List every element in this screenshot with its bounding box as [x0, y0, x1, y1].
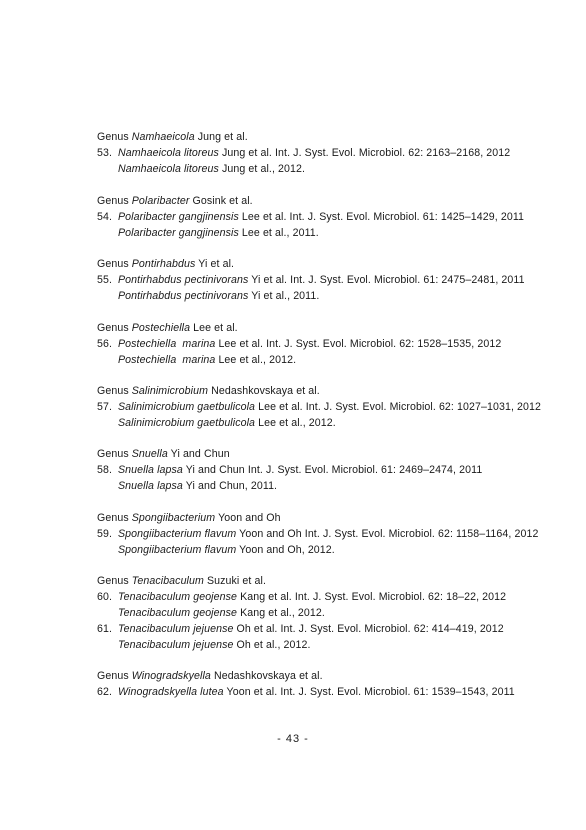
- species-citation: Jung et al. Int. J. Syst. Evol. Microbiol. 62: 2163–2168, 2012: [221, 147, 511, 159]
- species-citation: Yoon et al. Int. J. Syst. Evol. Microbiol. 61: 1539–1543, 2011: [226, 686, 515, 698]
- genus-header: [97, 193, 557, 209]
- genus-label: Genus: [97, 512, 129, 524]
- species-author-line: [97, 542, 557, 558]
- species-author-name: Salinimicrobium gaetbulicola: [118, 417, 256, 429]
- genus-header: [97, 383, 557, 399]
- genus-name: Pontirhabdus: [131, 258, 196, 270]
- species-author-line: [97, 478, 557, 494]
- species-citation: Yoon and Oh Int. J. Syst. Evol. Microbiol. 62: 1158–1164, 2012: [239, 528, 539, 540]
- species-author-ref: Lee et al., 2012.: [258, 417, 336, 429]
- genus-block: [97, 320, 557, 368]
- species-name: Tenacibaculum geojense: [118, 591, 238, 603]
- genus-block: [97, 256, 557, 304]
- species-number: 61.: [97, 623, 113, 635]
- species-entry: [97, 145, 557, 161]
- genus-name: Polaribacter: [131, 195, 190, 207]
- genus-name: Winogradskyella: [131, 670, 211, 682]
- species-name: Postechiella marina: [118, 338, 216, 350]
- genus-label: Genus: [97, 385, 129, 397]
- species-author-name: Namhaeicola litoreus: [118, 163, 219, 175]
- species-entry: [97, 589, 557, 605]
- genus-header: [97, 510, 557, 526]
- genus-label: Genus: [97, 575, 129, 587]
- species-number: 55.: [97, 274, 113, 286]
- species-citation: Lee et al. Int. J. Syst. Evol. Microbiol. 62: 1027–1031, 2012: [258, 401, 541, 413]
- genus-label: Genus: [97, 195, 129, 207]
- species-entry: [97, 336, 557, 352]
- species-name: Spongiibacterium flavum: [118, 528, 237, 540]
- species-author-ref: Yoon and Oh, 2012.: [239, 544, 335, 556]
- genus-block: [97, 129, 557, 177]
- genus-name: Salinimicrobium: [131, 385, 209, 397]
- species-author-name: Spongiibacterium flavum: [118, 544, 237, 556]
- species-citation: Yi et al. Int. J. Syst. Evol. Microbiol. 61: 2475–2481, 2011: [251, 274, 525, 286]
- species-entry: [97, 462, 557, 478]
- page-number: - 43 -: [277, 733, 309, 745]
- genus-header: [97, 668, 557, 684]
- genus-label: Genus: [97, 670, 129, 682]
- species-author-line: [97, 161, 557, 177]
- genus-name: Tenacibaculum: [131, 575, 204, 587]
- species-author-ref: Lee et al., 2012.: [218, 354, 297, 366]
- genus-name: Snuella: [131, 448, 168, 460]
- genus-block: [97, 446, 557, 494]
- genus-header: [97, 256, 557, 272]
- genus-author: Yoon and Oh: [218, 512, 281, 524]
- species-author-ref: Yi et al., 2011.: [251, 290, 320, 302]
- genus-label: Genus: [97, 448, 129, 460]
- species-author-name: Tenacibaculum geojense: [118, 607, 238, 619]
- species-author-name: Snuella lapsa: [118, 480, 183, 492]
- species-number: 56.: [97, 338, 113, 350]
- genus-name: Spongiibacterium: [131, 512, 216, 524]
- species-name: Salinimicrobium gaetbulicola: [118, 401, 256, 413]
- species-number: 57.: [97, 401, 113, 413]
- genus-label: Genus: [97, 322, 129, 334]
- genus-header: [97, 320, 557, 336]
- species-author-line: [97, 225, 557, 241]
- genus-name: Namhaeicola: [131, 131, 195, 143]
- species-number: 53.: [97, 147, 113, 159]
- genus-name: Postechiella: [131, 322, 191, 334]
- genus-block: [97, 668, 557, 700]
- species-author-line: [97, 352, 557, 368]
- species-entry: [97, 399, 557, 415]
- genus-header: [97, 573, 557, 589]
- species-author-line: [97, 605, 557, 621]
- species-name: Namhaeicola litoreus: [118, 147, 219, 159]
- species-number: 62.: [97, 686, 113, 698]
- species-number: 54.: [97, 211, 113, 223]
- species-citation: Kang et al. Int. J. Syst. Evol. Microbiol. 62: 18–22, 2012: [240, 591, 507, 603]
- species-author-name: Pontirhabdus pectinivorans: [118, 290, 249, 302]
- species-name: Pontirhabdus pectinivorans: [118, 274, 249, 286]
- genus-block: [97, 383, 557, 431]
- genus-author: Yi and Chun: [170, 448, 230, 460]
- genus-label: Genus: [97, 258, 129, 270]
- genus-author: Lee et al.: [193, 322, 238, 334]
- species-entry: [97, 621, 557, 637]
- species-entry: [97, 272, 557, 288]
- species-name: Tenacibaculum jejuense: [118, 623, 234, 635]
- genus-block: [97, 573, 557, 653]
- species-author-ref: Oh et al., 2012.: [236, 639, 311, 651]
- genus-author: Nedashkovskaya et al.: [211, 385, 320, 397]
- species-citation: Lee et al. Int. J. Syst. Evol. Microbiol. 61: 1425–1429, 2011: [241, 211, 525, 223]
- genus-block: [97, 193, 557, 241]
- species-entry: [97, 684, 557, 700]
- species-author-ref: Yi and Chun, 2011.: [185, 480, 278, 492]
- species-citation: Yi and Chun Int. J. Syst. Evol. Microbiol. 61: 2469–2474, 2011: [185, 464, 483, 476]
- species-name: Snuella lapsa: [118, 464, 183, 476]
- species-citation: Lee et al. Int. J. Syst. Evol. Microbiol. 62: 1528–1535, 2012: [218, 338, 502, 350]
- genus-author: Suzuki et al.: [206, 575, 266, 587]
- species-entry: [97, 526, 557, 542]
- species-number: 60.: [97, 591, 113, 603]
- genus-label: Genus: [97, 131, 129, 143]
- species-number: 58.: [97, 464, 113, 476]
- species-author-ref: Lee et al., 2011.: [241, 227, 319, 239]
- species-author-name: Tenacibaculum jejuense: [118, 639, 234, 651]
- genus-author: Gosink et al.: [192, 195, 253, 207]
- genus-block: [97, 510, 557, 558]
- species-author-ref: Jung et al., 2012.: [221, 163, 306, 175]
- species-author-name: Polaribacter gangjinensis: [118, 227, 239, 239]
- species-entry: [97, 209, 557, 225]
- genus-header: [97, 446, 557, 462]
- species-author-line: [97, 637, 557, 653]
- species-name: Winogradskyella lutea: [118, 686, 224, 698]
- species-number: 59.: [97, 528, 113, 540]
- species-author-line: [97, 288, 557, 304]
- species-author-line: [97, 415, 557, 431]
- species-citation: Oh et al. Int. J. Syst. Evol. Microbiol. 62: 414–419, 2012: [236, 623, 504, 635]
- genus-author: Nedashkovskaya et al.: [213, 670, 323, 682]
- genus-author: Jung et al.: [197, 131, 248, 143]
- species-name: Polaribacter gangjinensis: [118, 211, 239, 223]
- genus-author: Yi et al.: [198, 258, 235, 270]
- genus-header: [97, 129, 557, 145]
- species-author-name: Postechiella marina: [118, 354, 216, 366]
- species-author-ref: Kang et al., 2012.: [240, 607, 325, 619]
